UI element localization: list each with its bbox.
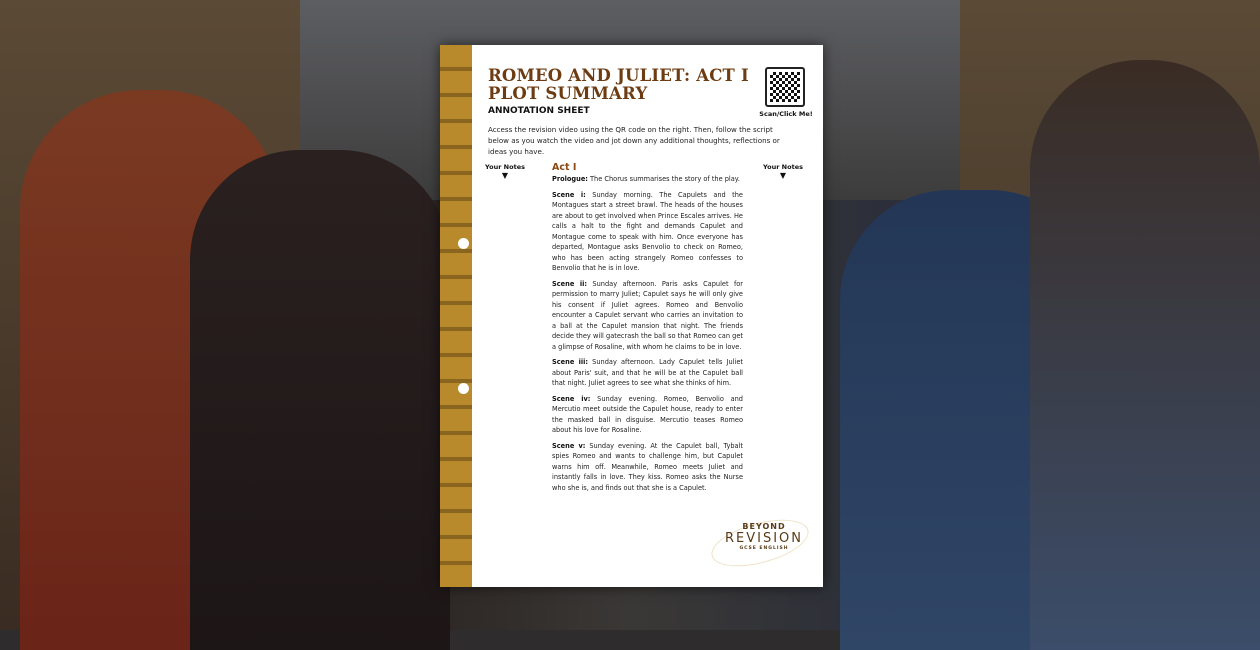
- arrow-down-icon: ▼: [501, 171, 509, 180]
- your-notes-left: [480, 163, 530, 181]
- section-scene-2: [552, 279, 743, 353]
- section-scene-3: [552, 357, 743, 389]
- section-text: Sunday evening. At the Capulet ball, Tybalt spies Romeo and wants to challenge him, but Capulet warns him off. Meanwhile, Romeo meets Juliet and instantly falls in love. They kiss. Romeo asks the Nurse who she is, and finds out that she is a Capulet.: [552, 441, 743, 492]
- arrow-down-icon: ▼: [779, 171, 787, 180]
- punch-hole: [458, 238, 469, 249]
- logo-line: REVISION: [724, 531, 804, 546]
- section-label: Scene v:: [552, 441, 586, 450]
- section-prologue: [552, 174, 743, 185]
- your-notes-right: [758, 163, 808, 181]
- section-scene-5: [552, 441, 743, 494]
- section-scene-1: [552, 190, 743, 274]
- qr-code-icon[interactable]: [765, 67, 805, 107]
- beyond-revision-logo: [718, 522, 810, 551]
- page-title: [488, 67, 749, 103]
- intro-text: Access the revision video using the QR code on the right. Then, follow the script below as you watch the video and jot down any additional thoughts, reflections or ideas you have.: [488, 125, 780, 156]
- annotation-sheet: [440, 45, 823, 587]
- section-label: Prologue:: [552, 175, 588, 183]
- section-label: Scene ii:: [552, 279, 588, 288]
- plot-summary: [552, 174, 743, 498]
- decorative-strip: [440, 45, 472, 587]
- title-line: ROMEO AND JULIET: ACT I: [488, 66, 749, 85]
- section-text: Sunday afternoon. Lady Capulet tells Juliet about Paris' suit, and that he will be at the Capulet ball that night. Juliet agrees to see what she thinks of him.: [552, 358, 743, 387]
- section-scene-4: [552, 394, 743, 436]
- logo-line: BEYOND: [742, 522, 786, 531]
- act-heading: Act I: [552, 162, 577, 173]
- background-figure-woman-blue: [1030, 60, 1260, 650]
- qr-label[interactable]: Scan/Click Me!: [759, 110, 813, 118]
- punch-hole: [458, 383, 469, 394]
- notes-label: Your Notes: [763, 163, 803, 171]
- section-label: Scene i:: [552, 190, 586, 199]
- section-label: Scene iii:: [552, 358, 589, 366]
- section-text: Sunday afternoon. Paris asks Capulet for permission to marry Juliet; Capulet says he will only give his consent if Juliet agrees. Romeo and Benvolio encounter a Capulet servant who carries an invitation to a ball at the Capulet mansion that night. The friends decide they will gatecrash the ball so that Romeo can get a glimpse of Rosaline, with whom he claims to be in love.: [552, 279, 744, 351]
- title-line: PLOT SUMMARY: [488, 84, 648, 103]
- notes-label: Your Notes: [485, 163, 525, 171]
- section-label: Scene iv:: [552, 394, 591, 403]
- logo-line: GCSE ENGLISH: [739, 546, 789, 551]
- background-figure-man-dark: [190, 150, 450, 650]
- section-text: The Chorus summarises the story of the play.: [587, 175, 740, 183]
- section-text: Sunday evening. Romeo, Benvolio and Mercutio meet outside the Capulet house, ready to enter the masked ball in disguise. Mercutio teases Romeo about his love for Rosaline.: [552, 394, 743, 434]
- subtitle: ANNOTATION SHEET: [488, 106, 590, 116]
- section-text: Sunday morning. The Capulets and the Montagues start a street brawl. The heads of the houses are about to get involved when Prince Escales arrives. He calls a halt to the fight and demands Capulet and Montague come to speak with him. Once everyone has departed, Montague asks Benvolio to check on Romeo, who has been acting strangely Romeo confesses to Benvolio that he is in love.: [552, 190, 743, 272]
